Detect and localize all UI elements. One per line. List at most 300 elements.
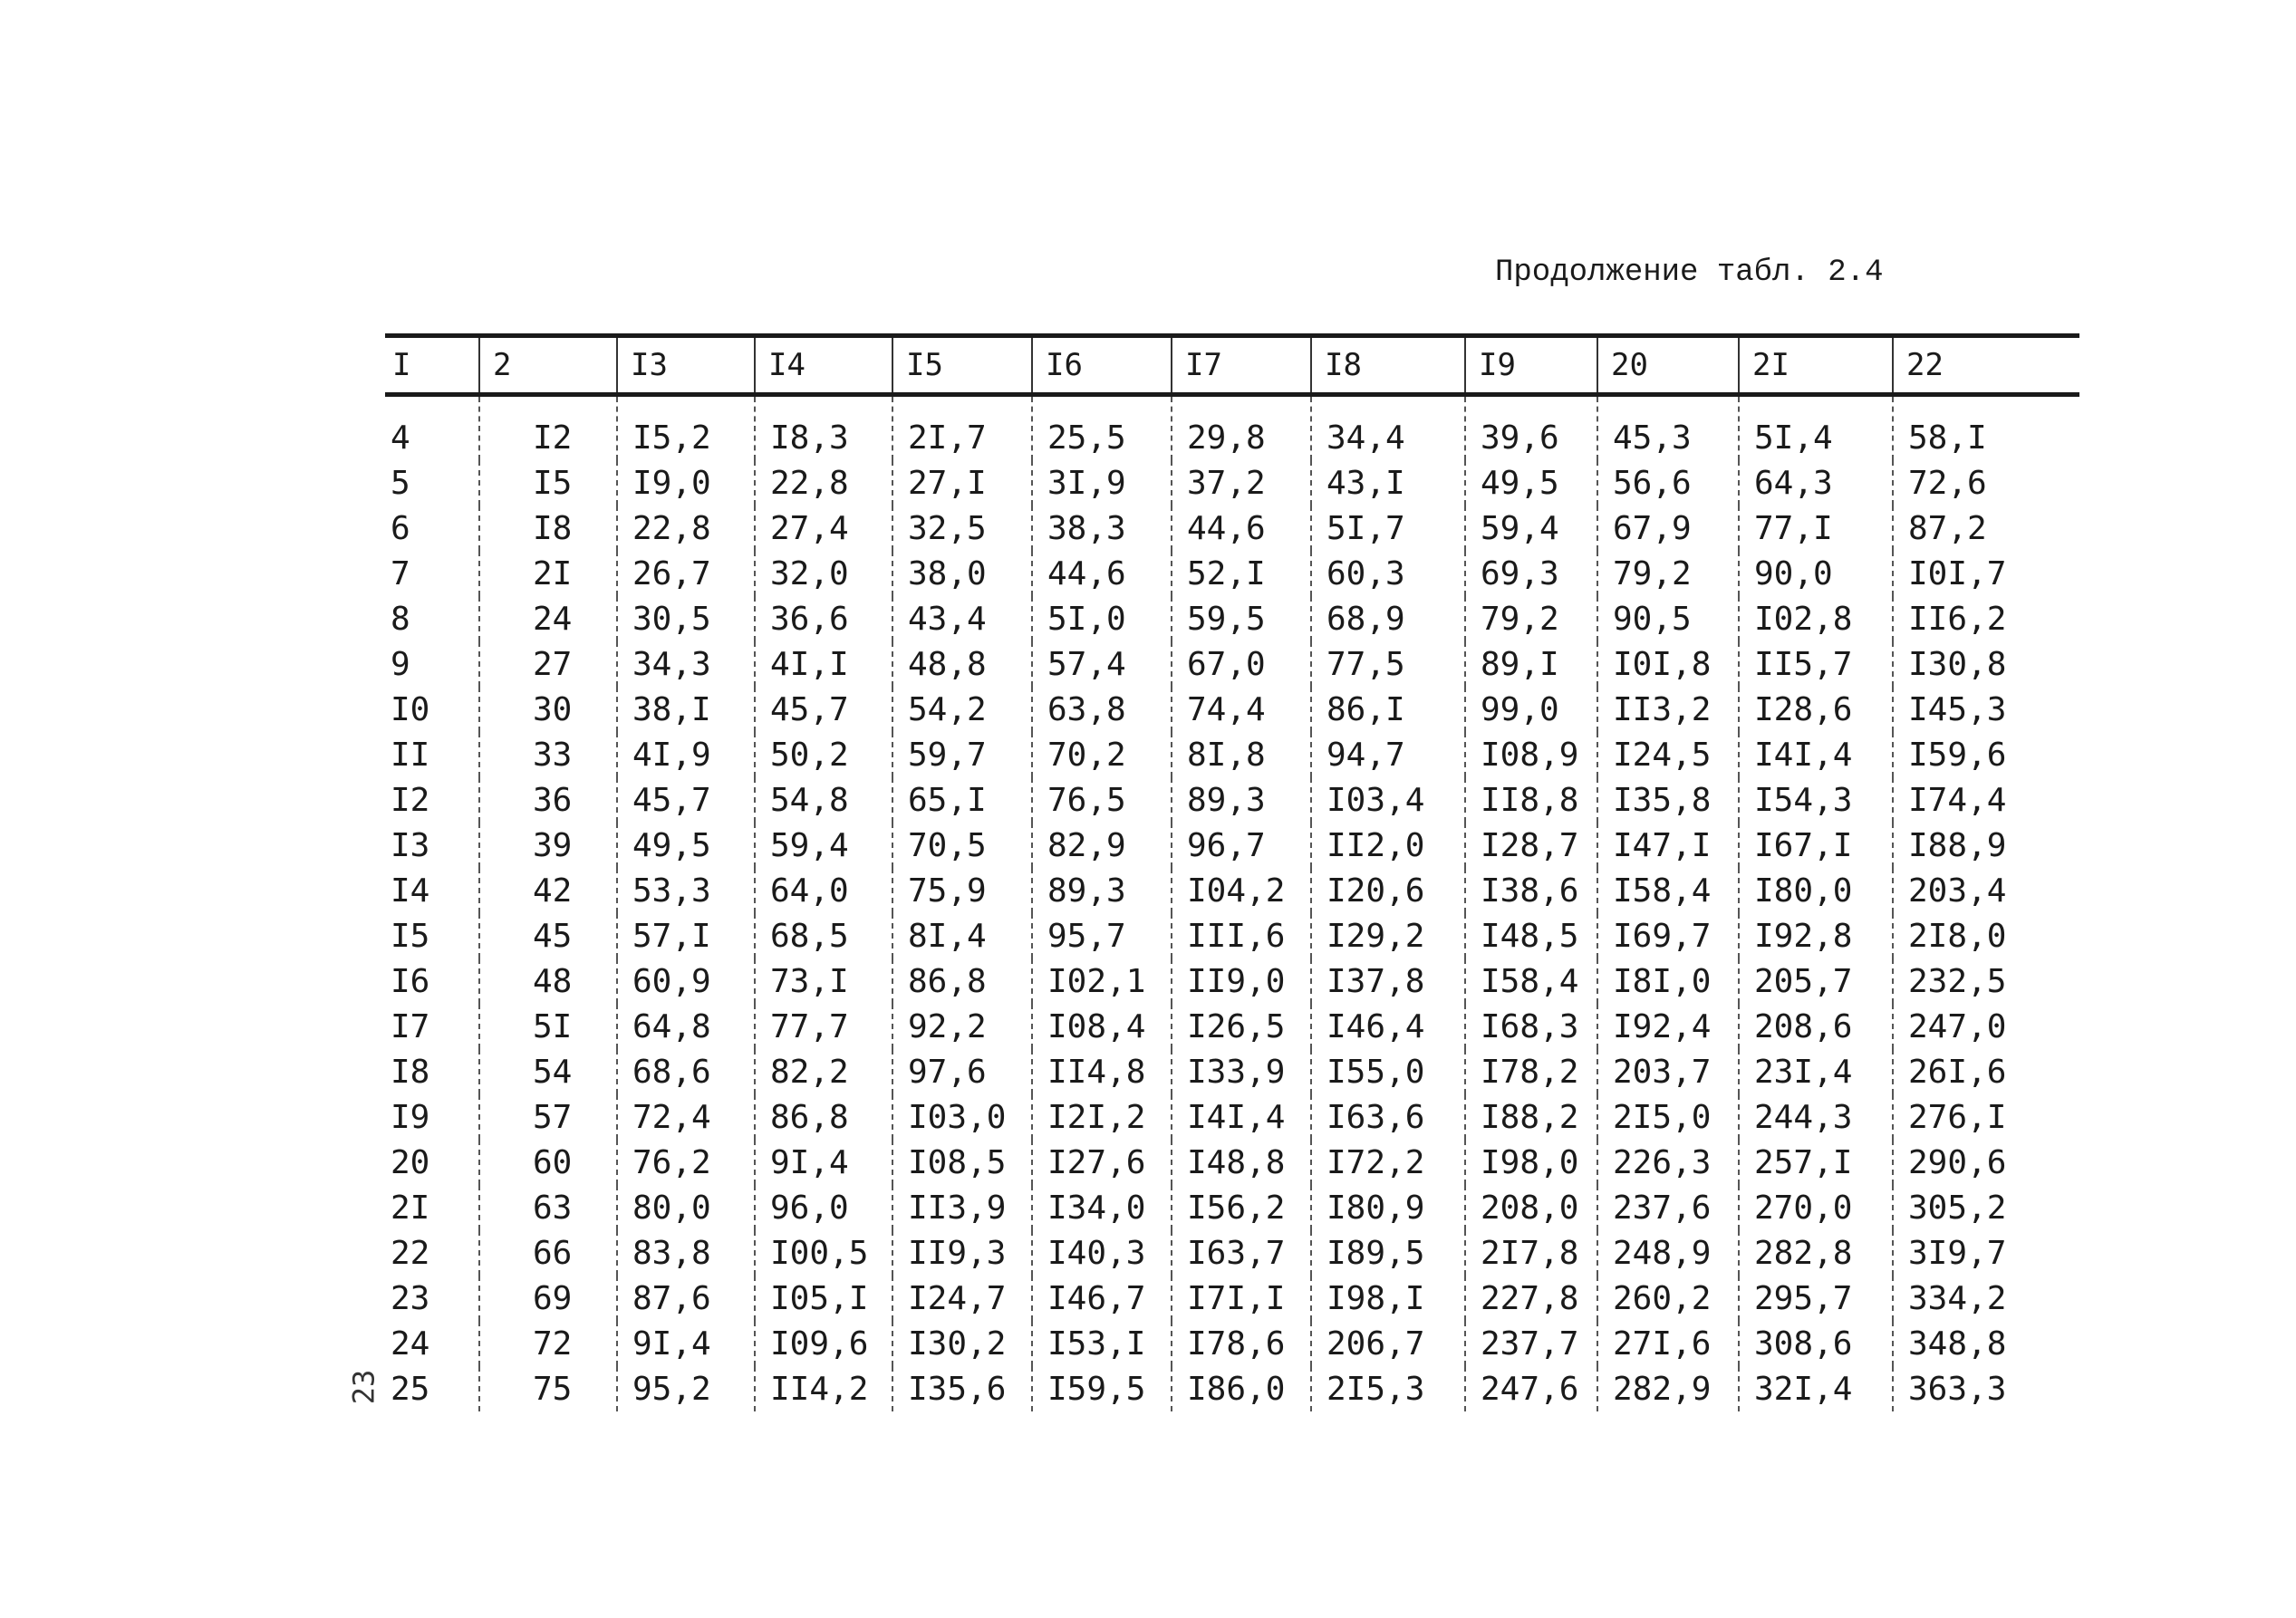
table-cell: 8I,8 (1172, 732, 1311, 777)
table-cell: I59,6 (1893, 732, 2079, 777)
column-header: I7 (1172, 336, 1311, 395)
table-cell: 90,0 (1739, 551, 1893, 596)
table-cell: 69 (479, 1276, 617, 1321)
table-cell: 22,8 (755, 460, 892, 506)
table-cell: 32,5 (892, 506, 1032, 551)
table-cell: II3,2 (1597, 687, 1739, 732)
row-index-cell: I3 (391, 826, 430, 864)
table-cell: I46,4 (1311, 1004, 1465, 1049)
table-cell: 87,2 (1893, 506, 2079, 551)
table-cell: 77,I (1739, 506, 1893, 551)
table-cell: 2I (479, 551, 617, 596)
table-cell: I00,5 (755, 1230, 892, 1276)
table-cell: 4I,9 (617, 732, 755, 777)
table-cell: I80,0 (1739, 868, 1893, 913)
table-cell: I80,9 (1311, 1185, 1465, 1230)
table-cell: 270,0 (1739, 1185, 1893, 1230)
table-cell: 96,0 (755, 1185, 892, 1230)
table-cell: 36 (479, 777, 617, 823)
table-cell: I63,7 (1172, 1230, 1311, 1276)
table-cell: 203,7 (1597, 1049, 1739, 1094)
table-cell: 5I (479, 1004, 617, 1049)
table-cell: 32,0 (755, 551, 892, 596)
table-header (385, 336, 2079, 395)
table-cell: 75 (479, 1366, 617, 1411)
table-cell: 23I,4 (1739, 1049, 1893, 1094)
table-cell: I46,7 (1032, 1276, 1172, 1321)
table-cell: 27I,6 (1597, 1321, 1739, 1366)
column-header: I9 (1465, 336, 1597, 395)
table-cell: II8,8 (1465, 777, 1597, 823)
table-cell: II9,0 (1172, 958, 1311, 1004)
table-row (385, 1230, 2079, 1276)
table-cell: 205,7 (1739, 958, 1893, 1004)
table-row (385, 551, 2079, 596)
table-cell: 39,6 (1465, 395, 1597, 461)
table-row (385, 1185, 2079, 1230)
table-cell: I4I,4 (1172, 1094, 1311, 1140)
table-cell: 295,7 (1739, 1276, 1893, 1321)
table-cell: I47,I (1597, 823, 1739, 868)
column-header: I8 (1311, 336, 1465, 395)
table-cell: I08,4 (1032, 1004, 1172, 1049)
table-cell: I98,0 (1465, 1140, 1597, 1185)
table-cell: II2,0 (1311, 823, 1465, 868)
table-cell: I45,3 (1893, 687, 2079, 732)
table-cell: 227,8 (1465, 1276, 1597, 1321)
table-body (385, 395, 2079, 1412)
table-cell: 247,6 (1465, 1366, 1597, 1411)
table-cell: 52,I (1172, 551, 1311, 596)
table-cell: 8I,4 (892, 913, 1032, 958)
row-index-cell: 24 (391, 1324, 430, 1363)
table-cell: 82,9 (1032, 823, 1172, 868)
table-cell: 48 (479, 958, 617, 1004)
table-cell: 69,3 (1465, 551, 1597, 596)
table-cell: 203,4 (1893, 868, 2079, 913)
table-cell: 75,9 (892, 868, 1032, 913)
data-table (385, 333, 2079, 1411)
table-cell: 4I,I (755, 641, 892, 687)
table-cell: II6,2 (1893, 596, 2079, 641)
table-cell: 86,8 (892, 958, 1032, 1004)
table-cell: 54,8 (755, 777, 892, 823)
table-cell: I7I,I (1172, 1276, 1311, 1321)
table-cell: 282,8 (1739, 1230, 1893, 1276)
table-cell: I92,4 (1597, 1004, 1739, 1049)
row-index-cell: 20 (391, 1143, 430, 1181)
table-cell: 5I,4 (1739, 395, 1893, 461)
table-cell: 24 (479, 596, 617, 641)
table-cell: I8I,0 (1597, 958, 1739, 1004)
table-cell: 96,7 (1172, 823, 1311, 868)
table-cell: I53,I (1032, 1321, 1172, 1366)
table-cell: 247,0 (1893, 1004, 2079, 1049)
table-cell: 79,2 (1465, 596, 1597, 641)
table-cell: 248,9 (1597, 1230, 1739, 1276)
table-cell: 5I,0 (1032, 596, 1172, 641)
table-cell: 66 (479, 1230, 617, 1276)
table-cell: I40,3 (1032, 1230, 1172, 1276)
column-header: I4 (755, 336, 892, 395)
table-cell: 76,5 (1032, 777, 1172, 823)
table-cell: 348,8 (1893, 1321, 2079, 1366)
table-cell: 26I,6 (1893, 1049, 2079, 1094)
table-cell: I48,5 (1465, 913, 1597, 958)
table-cell: 232,5 (1893, 958, 2079, 1004)
table-cell: 53,3 (617, 868, 755, 913)
table-cell: I72,2 (1311, 1140, 1465, 1185)
column-header: I6 (1032, 336, 1172, 395)
table-cell: 2I5,0 (1597, 1094, 1739, 1140)
table-cell: 38,0 (892, 551, 1032, 596)
table-cell: 44,6 (1032, 551, 1172, 596)
table-cell: 92,2 (892, 1004, 1032, 1049)
table-cell: I02,1 (1032, 958, 1172, 1004)
table-cell: 334,2 (1893, 1276, 2079, 1321)
table-cell: I48,8 (1172, 1140, 1311, 1185)
table-row (385, 777, 2079, 823)
column-header: I (392, 347, 411, 383)
table-cell: I20,6 (1311, 868, 1465, 913)
table-cell: I74,4 (1893, 777, 2079, 823)
table-cell: 63,8 (1032, 687, 1172, 732)
table-row (385, 913, 2079, 958)
table-cell: I30,2 (892, 1321, 1032, 1366)
table-cell: 36,6 (755, 596, 892, 641)
row-index-cell: 25 (391, 1370, 430, 1408)
table-cell: 45,7 (755, 687, 892, 732)
table-cell: 94,7 (1311, 732, 1465, 777)
table-cell: 57 (479, 1094, 617, 1140)
row-index-cell: 6 (391, 509, 410, 547)
table-cell: 260,2 (1597, 1276, 1739, 1321)
row-index-cell: I6 (391, 962, 430, 1000)
table-cell: 59,4 (1465, 506, 1597, 551)
table-cell: 2I7,8 (1465, 1230, 1597, 1276)
table-cell: 87,6 (617, 1276, 755, 1321)
column-header: 20 (1597, 336, 1739, 395)
table-cell: I92,8 (1739, 913, 1893, 958)
table-cell: 89,3 (1172, 777, 1311, 823)
table-cell: 37,2 (1172, 460, 1311, 506)
column-header: I3 (617, 336, 755, 395)
table-cell: I5,2 (617, 395, 755, 461)
table-cell: 95,2 (617, 1366, 755, 1411)
table-cell: 34,4 (1311, 395, 1465, 461)
table-cell: 29,8 (1172, 395, 1311, 461)
table-cell: I03,4 (1311, 777, 1465, 823)
table-continuation-caption: Продолжение табл. 2.4 (1495, 255, 1884, 290)
table-cell: I8,3 (755, 395, 892, 461)
table-cell: 58,I (1893, 395, 2079, 461)
table-cell: I4I,4 (1739, 732, 1893, 777)
row-index-cell: I8 (391, 1053, 430, 1091)
row-index-cell: 9 (391, 645, 410, 683)
row-index-cell: 2I (391, 1189, 430, 1227)
table-cell: 32I,4 (1739, 1366, 1893, 1411)
table-cell: 208,6 (1739, 1004, 1893, 1049)
table-cell: 22,8 (617, 506, 755, 551)
table-cell: 48,8 (892, 641, 1032, 687)
table-cell: 95,7 (1032, 913, 1172, 958)
table-row (385, 1049, 2079, 1094)
table-cell: I26,5 (1172, 1004, 1311, 1049)
table-cell: 86,I (1311, 687, 1465, 732)
table-cell: 257,I (1739, 1140, 1893, 1185)
table-cell: 67,9 (1597, 506, 1739, 551)
table-row (385, 1321, 2079, 1366)
table-cell: 54,2 (892, 687, 1032, 732)
table-row (385, 687, 2079, 732)
table-cell: I08,5 (892, 1140, 1032, 1185)
column-header: I5 (892, 336, 1032, 395)
table-cell: 77,7 (755, 1004, 892, 1049)
table-cell: I58,4 (1465, 958, 1597, 1004)
table-cell: 60,9 (617, 958, 755, 1004)
table-cell: 76,2 (617, 1140, 755, 1185)
table-cell: 237,7 (1465, 1321, 1597, 1366)
table-cell: I86,0 (1172, 1366, 1311, 1411)
table-cell: I04,2 (1172, 868, 1311, 913)
table-cell: 25,5 (1032, 395, 1172, 461)
row-index-cell: 8 (391, 600, 410, 638)
page-margin-mark: 23 (346, 1369, 381, 1405)
table-cell: 45 (479, 913, 617, 958)
table-cell: 2I5,3 (1311, 1366, 1465, 1411)
table-cell: I56,2 (1172, 1185, 1311, 1230)
table-cell: I68,3 (1465, 1004, 1597, 1049)
table-row (385, 1366, 2079, 1411)
table-cell: 72,4 (617, 1094, 755, 1140)
table-cell: 26,7 (617, 551, 755, 596)
table-row (385, 1276, 2079, 1321)
table-cell: I30,8 (1893, 641, 2079, 687)
table-cell: I98,I (1311, 1276, 1465, 1321)
table-cell: I9,0 (617, 460, 755, 506)
table-cell: 34,3 (617, 641, 755, 687)
row-index-cell: I4 (391, 872, 430, 910)
table-cell: 43,4 (892, 596, 1032, 641)
row-index-cell: I9 (391, 1098, 430, 1136)
table-cell: II4,2 (755, 1366, 892, 1411)
table-cell: I89,5 (1311, 1230, 1465, 1276)
table-row (385, 1094, 2079, 1140)
table-cell: I8 (479, 506, 617, 551)
table-cell: I0I,7 (1893, 551, 2079, 596)
row-index-cell: I2 (391, 781, 430, 819)
table-cell: 49,5 (1465, 460, 1597, 506)
table-cell: I37,8 (1311, 958, 1465, 1004)
table-cell: 89,I (1465, 641, 1597, 687)
table-cell: 45,3 (1597, 395, 1739, 461)
table-cell: I24,5 (1597, 732, 1739, 777)
table-cell: 38,3 (1032, 506, 1172, 551)
table-cell: 72,6 (1893, 460, 2079, 506)
table-cell: 59,7 (892, 732, 1032, 777)
table-cell: 27,4 (755, 506, 892, 551)
table-cell: 77,5 (1311, 641, 1465, 687)
table-cell: 70,5 (892, 823, 1032, 868)
table-cell: I67,I (1739, 823, 1893, 868)
table-cell: I33,9 (1172, 1049, 1311, 1094)
table-cell: 67,0 (1172, 641, 1311, 687)
row-index-cell: II (391, 736, 430, 774)
table-cell: 2I8,0 (1893, 913, 2079, 958)
table-cell: II3,9 (892, 1185, 1032, 1230)
table-cell: 363,3 (1893, 1366, 2079, 1411)
table-cell: 68,5 (755, 913, 892, 958)
table-cell: 65,I (892, 777, 1032, 823)
table-cell: 82,2 (755, 1049, 892, 1094)
table-cell: I05,I (755, 1276, 892, 1321)
table-cell: I24,7 (892, 1276, 1032, 1321)
table-cell: 86,8 (755, 1094, 892, 1140)
table-cell: 70,2 (1032, 732, 1172, 777)
table-cell: 290,6 (1893, 1140, 2079, 1185)
table-cell: 59,5 (1172, 596, 1311, 641)
table-cell: 80,0 (617, 1185, 755, 1230)
table-cell: 68,9 (1311, 596, 1465, 641)
table-cell: 54 (479, 1049, 617, 1094)
table-row (385, 395, 2079, 461)
table-cell: II5,7 (1739, 641, 1893, 687)
table-cell: I58,4 (1597, 868, 1739, 913)
table-cell: 226,3 (1597, 1140, 1739, 1185)
table-cell: I54,3 (1739, 777, 1893, 823)
table-cell: 45,7 (617, 777, 755, 823)
header-row (385, 336, 2079, 395)
table-cell: III,6 (1172, 913, 1311, 958)
table-cell: I28,6 (1739, 687, 1893, 732)
table-cell: 56,6 (1597, 460, 1739, 506)
table-cell: 308,6 (1739, 1321, 1893, 1366)
table-cell: I69,7 (1597, 913, 1739, 958)
table-cell: 72 (479, 1321, 617, 1366)
table-cell: 9I,4 (755, 1140, 892, 1185)
table-cell: I28,7 (1465, 823, 1597, 868)
data-table-container (385, 333, 2079, 1411)
table-cell: 64,0 (755, 868, 892, 913)
table-cell: I29,2 (1311, 913, 1465, 958)
table-cell: 60 (479, 1140, 617, 1185)
row-index-cell: I0 (391, 690, 430, 728)
table-cell: 27 (479, 641, 617, 687)
table-cell: I2I,2 (1032, 1094, 1172, 1140)
table-cell: 30,5 (617, 596, 755, 641)
table-cell: 49,5 (617, 823, 755, 868)
table-cell: I88,2 (1465, 1094, 1597, 1140)
table-cell: 68,6 (617, 1049, 755, 1094)
table-cell: 3I,9 (1032, 460, 1172, 506)
table-row (385, 1140, 2079, 1185)
table-cell: 79,2 (1597, 551, 1739, 596)
table-cell: I02,8 (1739, 596, 1893, 641)
table-row (385, 868, 2079, 913)
table-cell: II9,3 (892, 1230, 1032, 1276)
table-cell: 33 (479, 732, 617, 777)
table-row (385, 732, 2079, 777)
table-cell: I78,6 (1172, 1321, 1311, 1366)
table-cell: 73,I (755, 958, 892, 1004)
table-cell: 59,4 (755, 823, 892, 868)
table-cell: 83,8 (617, 1230, 755, 1276)
table-cell: 74,4 (1172, 687, 1311, 732)
table-row (385, 823, 2079, 868)
row-index-cell: 7 (391, 554, 410, 592)
table-cell: 64,8 (617, 1004, 755, 1049)
table-cell: I88,9 (1893, 823, 2079, 868)
table-row (385, 641, 2079, 687)
table-cell: 42 (479, 868, 617, 913)
table-cell: 99,0 (1465, 687, 1597, 732)
table-cell: 276,I (1893, 1094, 2079, 1140)
table-cell: 3I9,7 (1893, 1230, 2079, 1276)
column-header: 2I (1739, 336, 1893, 395)
table-cell: 43,I (1311, 460, 1465, 506)
column-header: 22 (1893, 336, 2079, 395)
table-cell: 90,5 (1597, 596, 1739, 641)
column-header: 2 (479, 336, 617, 395)
table-cell: 57,I (617, 913, 755, 958)
row-index-cell: I5 (391, 917, 430, 955)
table-cell: 57,4 (1032, 641, 1172, 687)
table-cell: 282,9 (1597, 1366, 1739, 1411)
table-cell: I03,0 (892, 1094, 1032, 1140)
table-cell: 50,2 (755, 732, 892, 777)
table-cell: 60,3 (1311, 551, 1465, 596)
table-cell: 64,3 (1739, 460, 1893, 506)
table-cell: 2I,7 (892, 395, 1032, 461)
table-row (385, 460, 2079, 506)
table-cell: 27,I (892, 460, 1032, 506)
table-cell: I55,0 (1311, 1049, 1465, 1094)
table-cell: 237,6 (1597, 1185, 1739, 1230)
table-cell: 44,6 (1172, 506, 1311, 551)
table-cell: I38,6 (1465, 868, 1597, 913)
row-index-cell: 23 (391, 1279, 430, 1317)
table-cell: 206,7 (1311, 1321, 1465, 1366)
table-cell: 9I,4 (617, 1321, 755, 1366)
table-row (385, 958, 2079, 1004)
table-cell: II4,8 (1032, 1049, 1172, 1094)
table-row (385, 1004, 2079, 1049)
table-cell: 30 (479, 687, 617, 732)
table-cell: I08,9 (1465, 732, 1597, 777)
row-index-cell: 22 (391, 1234, 430, 1272)
row-index-cell: 4 (391, 419, 410, 457)
row-index-cell: I7 (391, 1007, 430, 1045)
table-cell: I09,6 (755, 1321, 892, 1366)
table-cell: I59,5 (1032, 1366, 1172, 1411)
table-cell: I35,6 (892, 1366, 1032, 1411)
table-cell: I2 (479, 395, 617, 461)
table-cell: 63 (479, 1185, 617, 1230)
table-cell: 97,6 (892, 1049, 1032, 1094)
table-cell: 305,2 (1893, 1185, 2079, 1230)
table-cell: I5 (479, 460, 617, 506)
row-index-cell: 5 (391, 464, 410, 502)
table-cell: 5I,7 (1311, 506, 1465, 551)
table-cell: 38,I (617, 687, 755, 732)
table-cell: 208,0 (1465, 1185, 1597, 1230)
table-cell: 39 (479, 823, 617, 868)
table-cell: I27,6 (1032, 1140, 1172, 1185)
table-cell: I34,0 (1032, 1185, 1172, 1230)
table-cell: I0I,8 (1597, 641, 1739, 687)
table-cell: 89,3 (1032, 868, 1172, 913)
table-row (385, 596, 2079, 641)
